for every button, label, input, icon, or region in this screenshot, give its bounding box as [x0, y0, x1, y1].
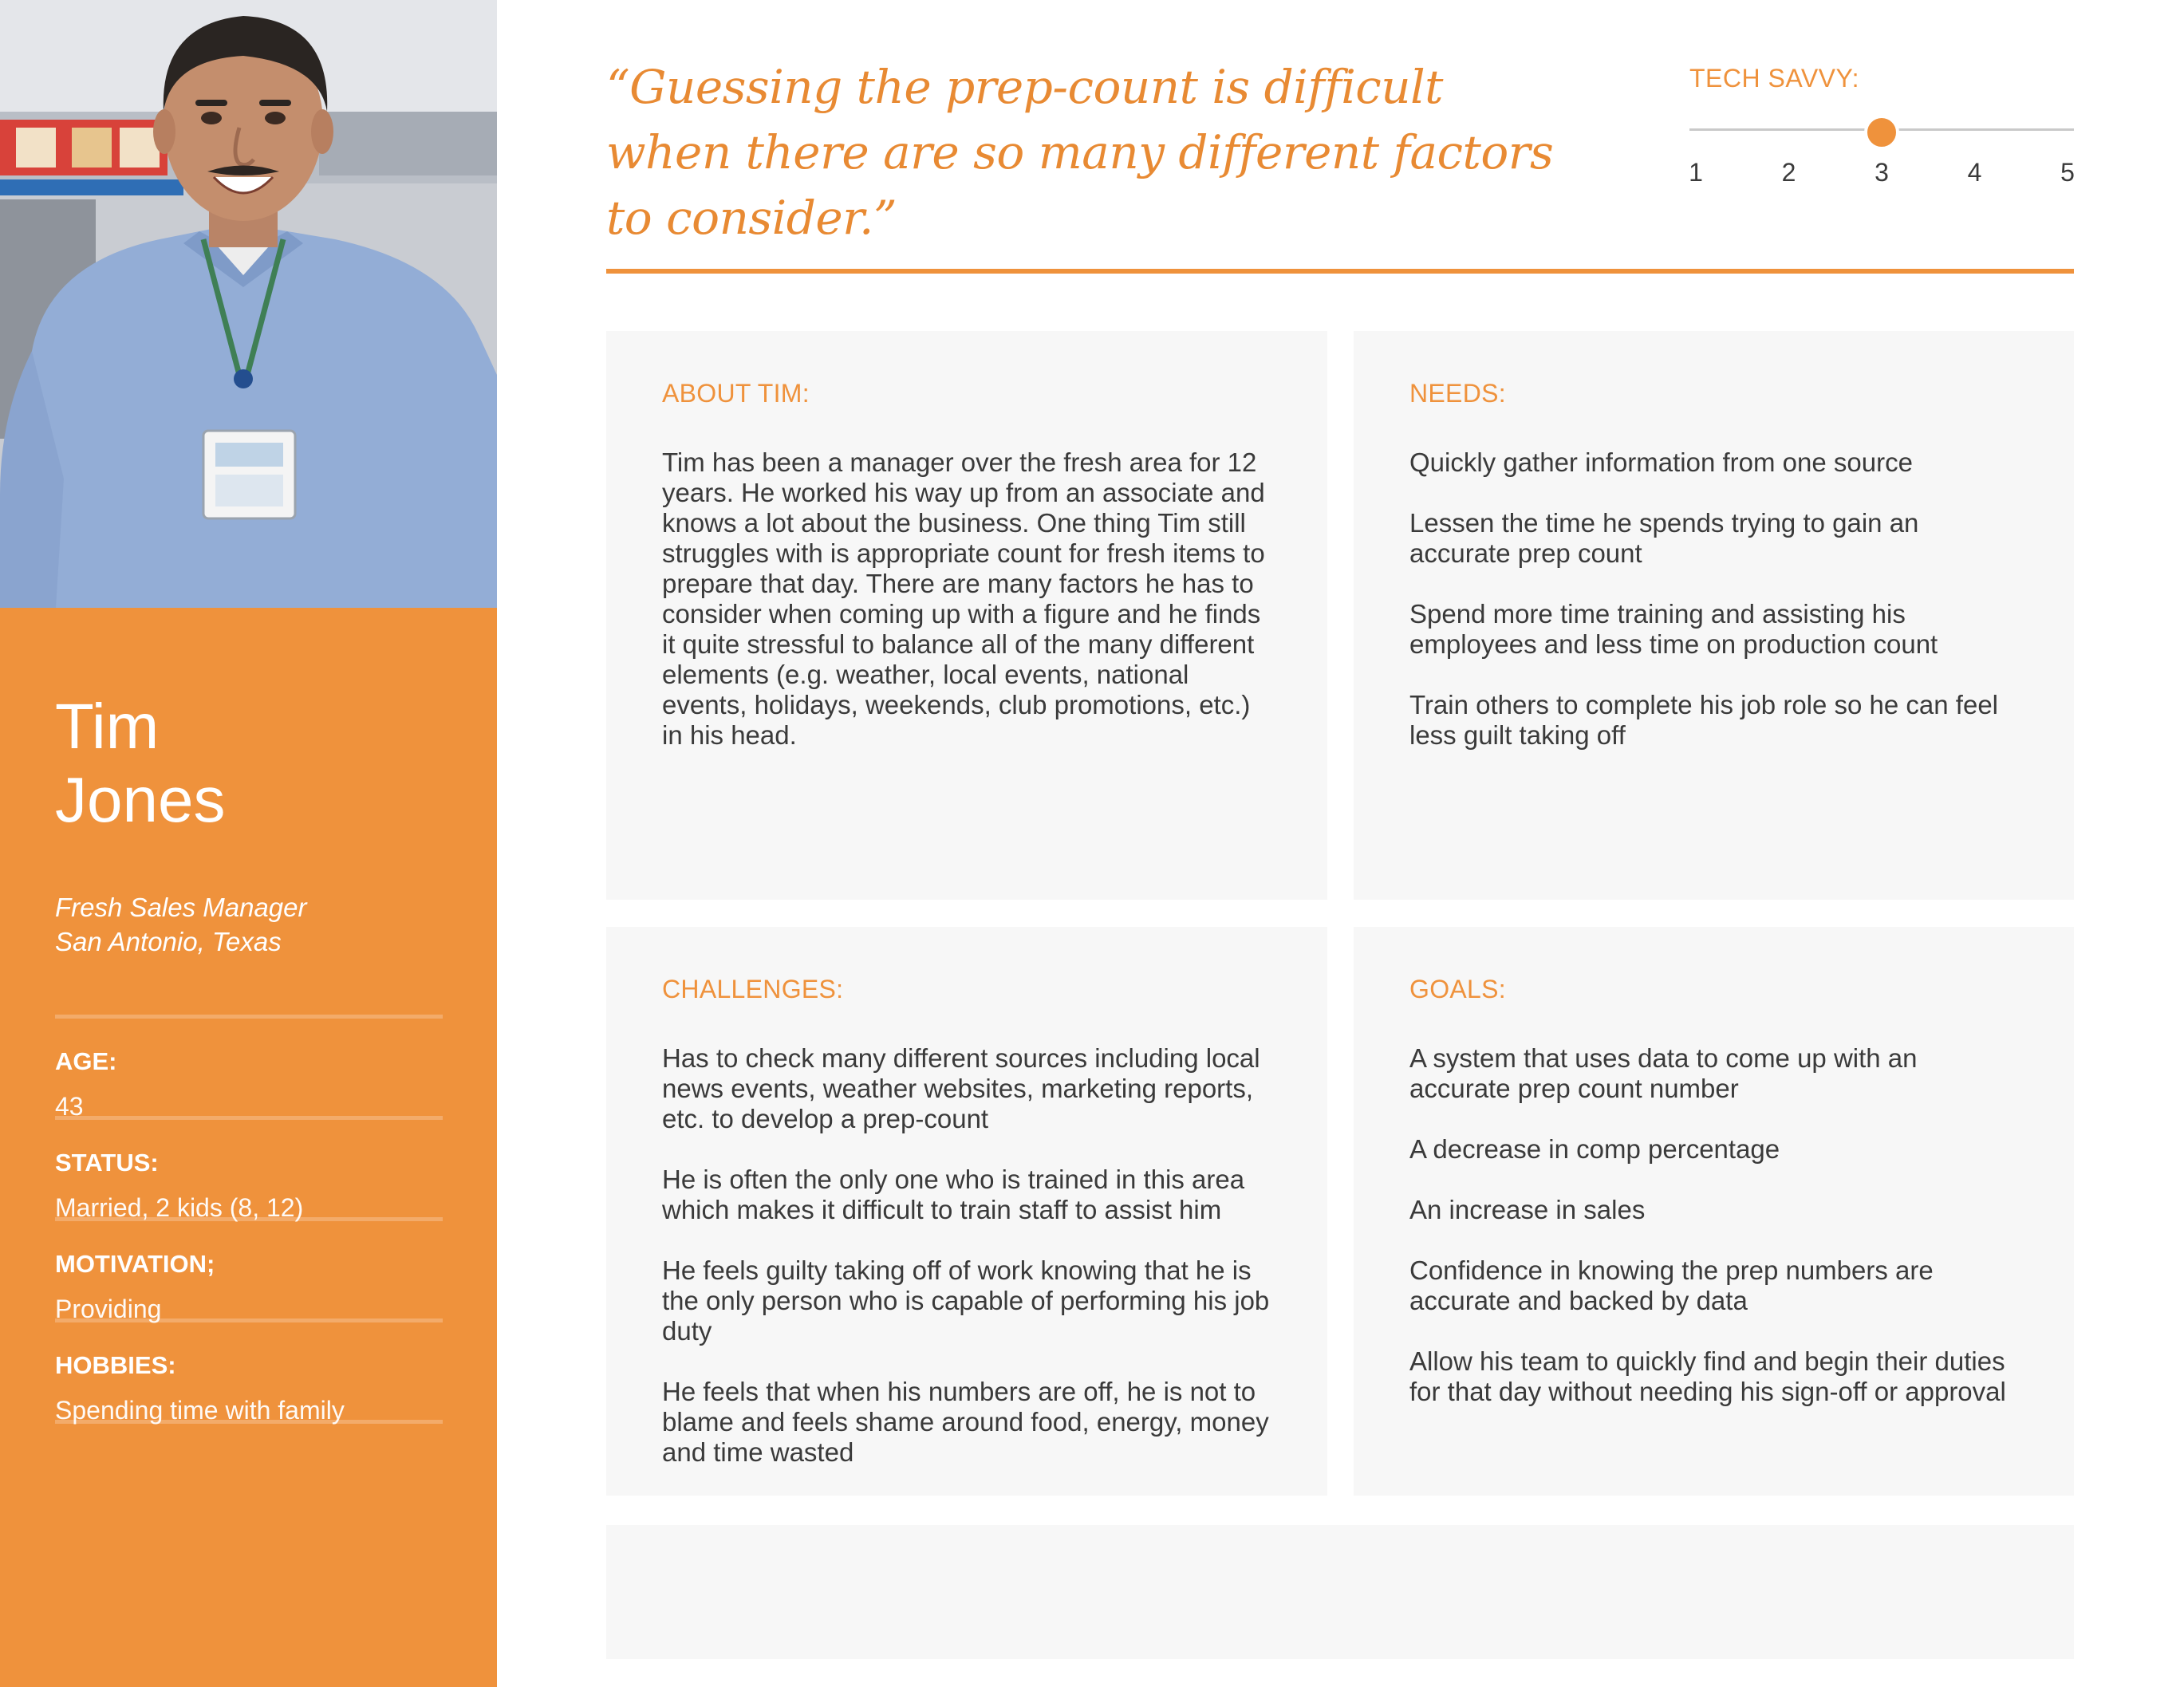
list-item: Quickly gather information from one source: [1409, 447, 1913, 477]
fact-hobbies: [55, 1322, 443, 1425]
fact-value: 43: [55, 1092, 84, 1121]
fact-motivation: [55, 1221, 443, 1323]
header-divider: [606, 269, 2074, 274]
about-title: ABOUT TIM:: [662, 379, 810, 408]
list-item: Allow his team to quickly find and begin their duties for that day without needing his sign-off or approval: [1409, 1346, 2006, 1406]
list-item: A decrease in comp percentage: [1409, 1134, 1780, 1164]
about-card: [606, 331, 1327, 900]
goals-card: [1354, 927, 2074, 1496]
fact-age: [55, 1019, 443, 1121]
persona-name: [55, 690, 225, 837]
last-name: Jones: [55, 764, 226, 835]
about-text: Tim has been a manager over the fresh area for 12 years. He worked his way up from an associate and knows a lot about the business. One thing Tim still struggles with is appropriate count for fresh items to prepare that day. There are many factors he has to consider when coming up with a figure and he finds it quite stressful to balance all of the many different elements (e.g. weather, local events, national events, holidays, weekends, club promotions, etc.) in his head.: [662, 447, 1265, 750]
challenges-list: [662, 1043, 1271, 1468]
fact-value: Providing: [55, 1295, 162, 1323]
empty-card: [606, 1525, 2074, 1659]
challenges-card: [606, 927, 1327, 1496]
list-item: An increase in sales: [1409, 1195, 1646, 1224]
challenges-title: CHALLENGES:: [662, 975, 844, 1003]
fact-value: Married, 2 kids (8, 12): [55, 1193, 304, 1222]
list-item: Lessen the time he spends trying to gain an accurate prep count: [1409, 508, 1919, 568]
tech-savvy-tick: 4: [1967, 158, 1982, 187]
fact-value: Spending time with family: [55, 1396, 345, 1425]
fact-label: MOTIVATION;: [55, 1250, 215, 1278]
goals-title: GOALS:: [1409, 975, 1506, 1003]
tech-savvy-tick: 3: [1875, 158, 1889, 187]
fact-status: [55, 1120, 443, 1222]
tech-savvy-scale: [1689, 64, 2074, 191]
job-title: Fresh Sales Manager: [55, 893, 307, 922]
persona-photo: [0, 0, 497, 608]
needs-card: [1354, 331, 2074, 900]
tech-savvy-tick: 2: [1781, 158, 1796, 187]
list-item: A system that uses data to come up with an accurate prep count number: [1409, 1043, 1918, 1103]
tech-savvy-tick: 1: [1689, 158, 1703, 187]
list-item: Confidence in knowing the prep numbers are accurate and backed by data: [1409, 1255, 1934, 1315]
location: San Antonio, Texas: [55, 927, 282, 956]
persona-facts: [55, 1015, 443, 1424]
list-item: He is often the only one who is trained in this area which makes it difficult to train staff to assist him: [662, 1165, 1245, 1224]
list-item: Spend more time training and assisting his employees and less time on production count: [1409, 599, 1938, 659]
fact-label: HOBBIES:: [55, 1351, 176, 1379]
list-item: Train others to complete his job role so he can feel less guilt taking off: [1409, 690, 1999, 750]
tech-savvy-label: TECH SAVVY:: [1689, 64, 1859, 93]
first-name: Tim: [55, 691, 160, 762]
goals-list: [1409, 1043, 2018, 1407]
tech-savvy-tick: 5: [2060, 158, 2075, 187]
persona-role: [55, 890, 306, 959]
list-item: He feels guilty taking off of work knowing that he is the only person who is capable of performing his job duty: [662, 1255, 1270, 1346]
list-item: Has to check many different sources including local news events, weather websites, marketing reports, etc. to develop a prep-count: [662, 1043, 1260, 1133]
persona-quote: “Guessing the prep-count is difficult when there are so many different factors to consider.”: [606, 60, 1554, 245]
list-item: He feels that when his numbers are off, he is not to blame and feels shame around food, energy, money and time wasted: [662, 1377, 1269, 1467]
tech-savvy-knob: [1864, 115, 1899, 150]
fact-label: AGE:: [55, 1047, 117, 1075]
needs-list: [1409, 447, 2018, 751]
needs-title: NEEDS:: [1409, 379, 1506, 408]
profile-sidebar: [0, 0, 497, 1687]
fact-label: STATUS:: [55, 1149, 159, 1177]
